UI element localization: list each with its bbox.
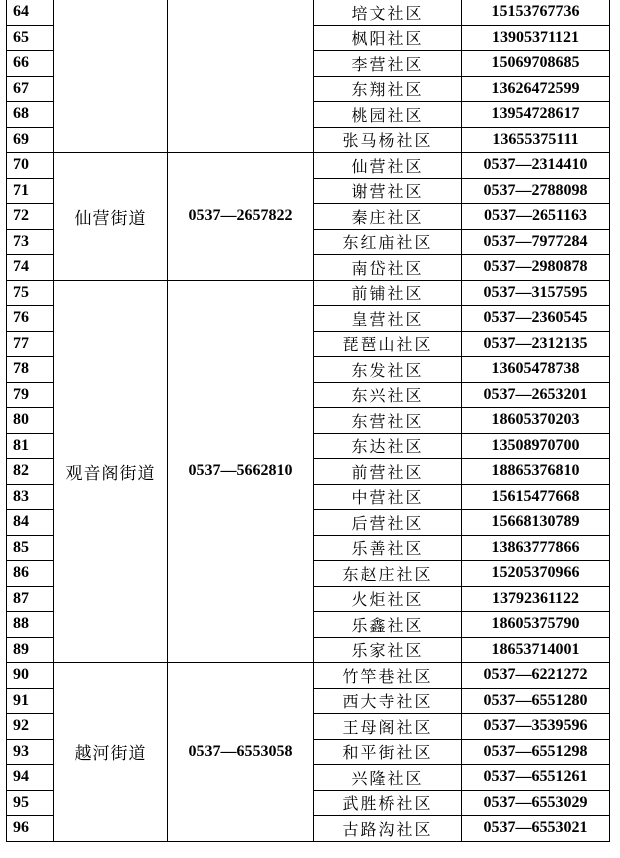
community-phone-cell: 0537—7977284 bbox=[462, 229, 610, 255]
street-phone-cell: 0537—2657822 bbox=[168, 153, 314, 281]
row-number: 79 bbox=[7, 382, 54, 408]
row-number: 73 bbox=[7, 229, 54, 255]
row-number: 88 bbox=[7, 612, 54, 638]
community-phone-cell: 15153767736 bbox=[462, 0, 610, 25]
community-phone-cell: 15205370966 bbox=[462, 561, 610, 587]
community-phone-cell: 0537—2312135 bbox=[462, 331, 610, 357]
row-number: 64 bbox=[7, 0, 54, 25]
community-name-cell: 乐鑫社区 bbox=[314, 612, 462, 638]
community-name-cell: 东营社区 bbox=[314, 408, 462, 434]
community-name-cell: 前营社区 bbox=[314, 459, 462, 485]
community-phone-cell: 18605370203 bbox=[462, 408, 610, 434]
row-number: 68 bbox=[7, 102, 54, 128]
community-name-cell: 古路沟社区 bbox=[314, 816, 462, 842]
community-phone-cell: 13655375111 bbox=[462, 127, 610, 153]
community-name-cell: 东发社区 bbox=[314, 357, 462, 383]
community-phone-cell: 0537—6551298 bbox=[462, 739, 610, 765]
community-phone-cell: 13508970700 bbox=[462, 433, 610, 459]
community-phone-cell: 13605478738 bbox=[462, 357, 610, 383]
community-name-cell: 王母阁社区 bbox=[314, 714, 462, 740]
community-name-cell: 秦庄社区 bbox=[314, 204, 462, 230]
row-number: 82 bbox=[7, 459, 54, 485]
table-row bbox=[7, 280, 610, 306]
community-phone-cell: 13954728617 bbox=[462, 102, 610, 128]
street-name-cell: 观音阁街道 bbox=[54, 280, 168, 663]
street-phone-cell bbox=[168, 0, 314, 153]
community-name-cell: 桃园社区 bbox=[314, 102, 462, 128]
street-name-cell: 越河街道 bbox=[54, 663, 168, 842]
community-phone-cell: 0537—2314410 bbox=[462, 153, 610, 179]
row-number: 94 bbox=[7, 765, 54, 791]
community-phone-cell: 0537—3157595 bbox=[462, 280, 610, 306]
community-phone-cell: 0537—2980878 bbox=[462, 255, 610, 281]
row-number: 70 bbox=[7, 153, 54, 179]
community-name-cell: 兴隆社区 bbox=[314, 765, 462, 791]
community-phone-cell: 13905371121 bbox=[462, 25, 610, 51]
community-name-cell: 培文社区 bbox=[314, 0, 462, 25]
row-number: 78 bbox=[7, 357, 54, 383]
row-number: 92 bbox=[7, 714, 54, 740]
row-number: 69 bbox=[7, 127, 54, 153]
community-name-cell: 枫阳社区 bbox=[314, 25, 462, 51]
community-phone-cell: 13792361122 bbox=[462, 586, 610, 612]
row-number: 91 bbox=[7, 688, 54, 714]
row-number: 75 bbox=[7, 280, 54, 306]
community-name-cell: 谢营社区 bbox=[314, 178, 462, 204]
community-phone-cell: 13626472599 bbox=[462, 76, 610, 102]
row-number: 77 bbox=[7, 331, 54, 357]
community-name-cell: 前铺社区 bbox=[314, 280, 462, 306]
community-phone-cell: 13863777866 bbox=[462, 535, 610, 561]
row-number: 65 bbox=[7, 25, 54, 51]
community-phone-cell: 0537—6551280 bbox=[462, 688, 610, 714]
community-name-cell: 李营社区 bbox=[314, 51, 462, 77]
community-name-cell: 武胜桥社区 bbox=[314, 790, 462, 816]
street-name-cell: 仙营街道 bbox=[54, 153, 168, 281]
street-phone-cell: 0537—5662810 bbox=[168, 280, 314, 663]
community-name-cell: 火炬社区 bbox=[314, 586, 462, 612]
table-row bbox=[7, 663, 610, 689]
row-number: 87 bbox=[7, 586, 54, 612]
row-number: 74 bbox=[7, 255, 54, 281]
community-name-cell: 东兴社区 bbox=[314, 382, 462, 408]
community-phone-cell: 0537—2653201 bbox=[462, 382, 610, 408]
community-phone-cell: 15615477668 bbox=[462, 484, 610, 510]
row-number: 89 bbox=[7, 637, 54, 663]
community-name-cell: 张马杨社区 bbox=[314, 127, 462, 153]
table-body bbox=[7, 0, 610, 841]
community-name-cell: 琵琶山社区 bbox=[314, 331, 462, 357]
row-number: 96 bbox=[7, 816, 54, 842]
community-name-cell: 南岱社区 bbox=[314, 255, 462, 281]
community-name-cell: 竹竿巷社区 bbox=[314, 663, 462, 689]
community-phone-cell: 0537—2651163 bbox=[462, 204, 610, 230]
community-phone-cell: 15069708685 bbox=[462, 51, 610, 77]
row-number: 72 bbox=[7, 204, 54, 230]
row-number: 67 bbox=[7, 76, 54, 102]
community-name-cell: 东达社区 bbox=[314, 433, 462, 459]
community-phone-cell: 0537—6553029 bbox=[462, 790, 610, 816]
row-number: 81 bbox=[7, 433, 54, 459]
community-phone-cell: 18605375790 bbox=[462, 612, 610, 638]
community-name-cell: 西大寺社区 bbox=[314, 688, 462, 714]
community-name-cell: 和平街社区 bbox=[314, 739, 462, 765]
row-number: 93 bbox=[7, 739, 54, 765]
community-phone-cell: 0537—6553021 bbox=[462, 816, 610, 842]
community-phone-cell: 18865376810 bbox=[462, 459, 610, 485]
community-name-cell: 后营社区 bbox=[314, 510, 462, 536]
community-phone-cell: 0537—6551261 bbox=[462, 765, 610, 791]
community-name-cell: 皇营社区 bbox=[314, 306, 462, 332]
community-name-cell: 东赵庄社区 bbox=[314, 561, 462, 587]
row-number: 84 bbox=[7, 510, 54, 536]
community-phone-cell: 15668130789 bbox=[462, 510, 610, 536]
row-number: 71 bbox=[7, 178, 54, 204]
community-phone-cell: 0537—2788098 bbox=[462, 178, 610, 204]
row-number: 80 bbox=[7, 408, 54, 434]
street-name-cell bbox=[54, 0, 168, 153]
row-number: 83 bbox=[7, 484, 54, 510]
row-number: 76 bbox=[7, 306, 54, 332]
row-number: 86 bbox=[7, 561, 54, 587]
community-phone-cell: 0537—2360545 bbox=[462, 306, 610, 332]
table-row bbox=[7, 0, 610, 25]
table-row bbox=[7, 153, 610, 179]
community-name-cell: 中营社区 bbox=[314, 484, 462, 510]
row-number: 95 bbox=[7, 790, 54, 816]
community-phone-cell: 0537—3539596 bbox=[462, 714, 610, 740]
community-phone-cell: 0537—6221272 bbox=[462, 663, 610, 689]
row-number: 85 bbox=[7, 535, 54, 561]
community-name-cell: 仙营社区 bbox=[314, 153, 462, 179]
street-phone-cell: 0537—6553058 bbox=[168, 663, 314, 842]
community-name-cell: 乐家社区 bbox=[314, 637, 462, 663]
community-phone-cell: 18653714001 bbox=[462, 637, 610, 663]
community-name-cell: 乐善社区 bbox=[314, 535, 462, 561]
row-number: 66 bbox=[7, 51, 54, 77]
community-name-cell: 东翔社区 bbox=[314, 76, 462, 102]
community-name-cell: 东红庙社区 bbox=[314, 229, 462, 255]
community-contact-table bbox=[6, 0, 610, 842]
row-number: 90 bbox=[7, 663, 54, 689]
